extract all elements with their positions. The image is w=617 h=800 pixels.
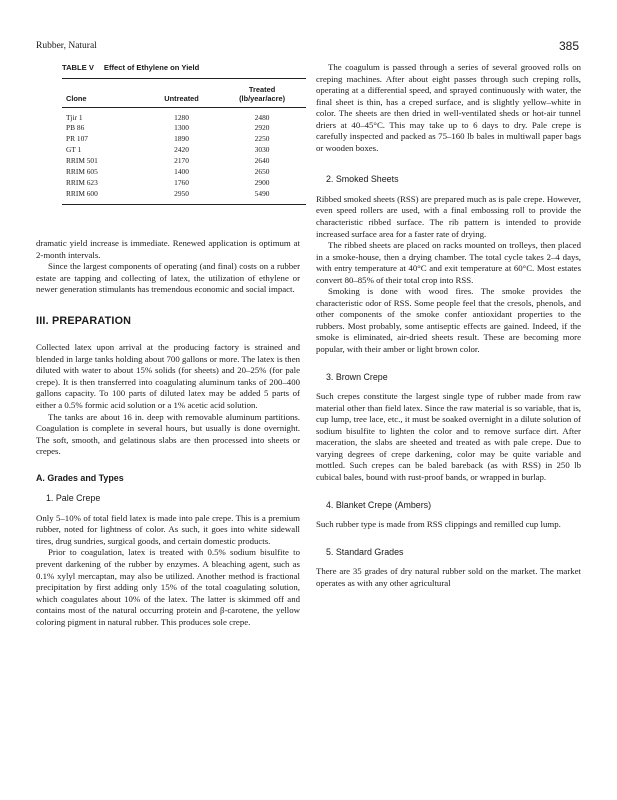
cell-treated: 2920 xyxy=(254,123,270,133)
table-row xyxy=(62,189,306,204)
cell-clone: RRIM 501 xyxy=(66,156,98,166)
cell-treated: 5490 xyxy=(218,189,306,204)
cell-clone: PB 86 xyxy=(66,123,85,133)
right-paragraph-3: The ribbed sheets are placed on racks mounted on trolleys, then placed in a smoke-house, then a drying chamber. The total cycle takes 2–4 days, with entry temperature at 40°C and exit temperature at 60°C. Most estates convert 80–85% of their total crop into RSS. xyxy=(316,240,581,285)
subheading-blanket-crepe: 4. Blanket Crepe (Ambers) xyxy=(326,499,432,510)
cell-treated: 2650 xyxy=(254,167,270,177)
ethylene-yield-table xyxy=(62,78,306,205)
left-paragraph-3: Collected latex upon arrival at the producing factory is strained and blended in large tanks holding about 700 gallons or more. The latex is then diluted with water to about 15% solids (for sheets) and 20–25% (for pale crepe). It is then transferred into coagulating aluminum tanks of 200–400 gallons capacity. To 100 parts of diluted latex may be added 5 parts of either a 0.5% formic acid solution or a 1% acetic acid solution. xyxy=(36,342,300,411)
cell-clone: RRIM 605 xyxy=(66,167,98,177)
cell-untreated: 1890 xyxy=(174,134,189,144)
header-treated-line1: Treated xyxy=(218,78,306,94)
table-row xyxy=(62,156,306,167)
cell-untreated: 1760 xyxy=(174,177,189,187)
right-paragraph-5: Such crepes constitute the largest single type of rubber made from raw material other than field latex. Since the raw material is so variable, that is, cup lump, tree lace, etc., it must be soaked overnight in a dilute solution of sodium bisulfite to lighten the color and to remove surface dirt. After maceration, the slabs are sheeted and treated as with pale crepe. Due to varying degrees of crepe darkening, color may be quite variable and mottled. Such crepes can be baled bareback (as with RSS) in 250 lb cubical bales, bound with rust-proof bands, or wrapped in burlap. xyxy=(316,391,581,482)
left-paragraph-4: The tanks are about 16 in. deep with removable aluminum partitions. Coagulation is complete in several hours, but usually is done overnight. The soft, smooth, and gelatinous slabs are then processed into sheets or crepes. xyxy=(36,411,300,457)
table-body xyxy=(62,107,306,204)
right-paragraph-1: The coagulum is passed through a series of several grooved rolls on creping machines. After about eight passes through such creping rolls, operating at a differential speed, and sprayed continuously with water, the final sheet is thin, has a creped surface, and is slightly yellow–white in color. The sheets are then dried in well-ventilated sheds or hot-air tunnel driers at 40–45°C. This may take up to 6 days to dry. Pale crepe is carefully inspected and packed as 75–160 lb bales in multiwall paper bags or wooden boxes. xyxy=(316,62,581,153)
left-paragraph-6: Prior to coagulation, latex is treated with 0.5% sodium bisulfite to prevent darkening of the rubber by enzymes. A bleaching agent, such as 0.1% xylyl mercaptan, may also be utilized. Another method is fractional precipitation by first adding only 15% of the total coagulating solution, which coagulates about 10% of the latex. The latter is skimmed off and contains most of the natural occurring protein and β-carotene, the yellow coloring pigment in natural rubber. This produces sole crepe. xyxy=(36,547,300,627)
cell-treated: 2480 xyxy=(254,112,270,122)
right-paragraph-6: Such rubber type is made from RSS clippings and remilled cup lump. xyxy=(316,519,561,530)
cell-untreated: 1400 xyxy=(174,167,189,177)
subsection-heading-grades: A. Grades and Types xyxy=(36,472,124,483)
section-heading-preparation: III. PREPARATION xyxy=(36,314,132,327)
running-head: Rubber, Natural xyxy=(36,41,97,51)
right-paragraph-2: Ribbed smoked sheets (RSS) are prepared much as is pale crepe. However, even speed rollers are used, with a final embossing roll to provide the characteristic ribbed surface. The rib pattern is intended to provide increased surface area for a faster rate of drying. xyxy=(316,193,581,239)
page-number: 385 xyxy=(558,39,579,53)
table-row xyxy=(62,178,306,189)
left-paragraph-2: Since the largest components of operating (and final) costs on a rubber estate are tapping and collecting of latex, the utilization of ethylene or newer generation stimulants has tremendous economic and social impact. xyxy=(36,261,300,295)
right-paragraph-7: There are 35 grades of dry natural rubber sold on the market. The market operates as with any other agricultural xyxy=(316,566,581,588)
cell-untreated: 1300 xyxy=(174,123,189,133)
table-row xyxy=(62,123,306,134)
header-treated-line2: (lb/year/acre) xyxy=(218,94,306,107)
cell-clone: GT 1 xyxy=(66,145,82,155)
subheading-smoked-sheets: 2. Smoked Sheets xyxy=(326,174,399,185)
cell-untreated: 2420 xyxy=(174,145,189,155)
header-clone: Clone xyxy=(62,94,145,107)
table-caption-text: Effect of Ethylene on Yield xyxy=(103,63,200,72)
left-paragraph-1: dramatic yield increase is immediate. Renewed application is optimum at 2-month intervals. xyxy=(36,238,300,260)
table-caption-label: TABLE V xyxy=(62,63,94,72)
cell-clone: RRIM 623 xyxy=(66,177,98,187)
subheading-brown-crepe: 3. Brown Crepe xyxy=(326,371,388,382)
cell-untreated: 2950 xyxy=(145,189,218,204)
cell-untreated: 1280 xyxy=(174,112,189,122)
cell-treated: 2250 xyxy=(254,134,270,144)
right-paragraph-4: Smoking is done with wood fires. The smoke provides the characteristic odor of RSS. Some people feel that the cresols, phenols, and other components of the smoke confer antioxidant properties to the rubbers. Most probably, some antiseptic effects are gained. Indeed, if the smoke is eliminated, air-dried sheets result. These are becoming more popular, with their amber or light brown color. xyxy=(316,286,581,355)
table-row xyxy=(62,134,306,145)
cell-treated: 3030 xyxy=(254,145,270,155)
table-row xyxy=(62,167,306,178)
left-paragraph-5: Only 5–10% of total field latex is made into pale crepe. This is a premium rubber, noted for lightness of color. As such, it goes into white sidewall tires, drug sundries, surgical goods, and certain domestic products. xyxy=(36,512,300,546)
table-caption xyxy=(62,62,300,74)
table-block xyxy=(36,62,300,238)
left-column xyxy=(36,62,300,628)
cell-clone: Tjir 1 xyxy=(66,112,83,122)
cell-clone: RRIM 600 xyxy=(62,189,145,204)
cell-treated: 2640 xyxy=(254,156,270,166)
subheading-pale-crepe: 1. Pale Crepe xyxy=(46,493,101,504)
cell-untreated: 2170 xyxy=(174,156,189,166)
right-column xyxy=(316,62,581,589)
cell-treated: 2900 xyxy=(254,177,270,187)
table-row xyxy=(62,107,306,123)
subheading-standard-grades: 5. Standard Grades xyxy=(326,546,404,557)
header-untreated: Untreated xyxy=(145,94,218,107)
cell-clone: PR 107 xyxy=(66,134,88,144)
table-row xyxy=(62,145,306,156)
